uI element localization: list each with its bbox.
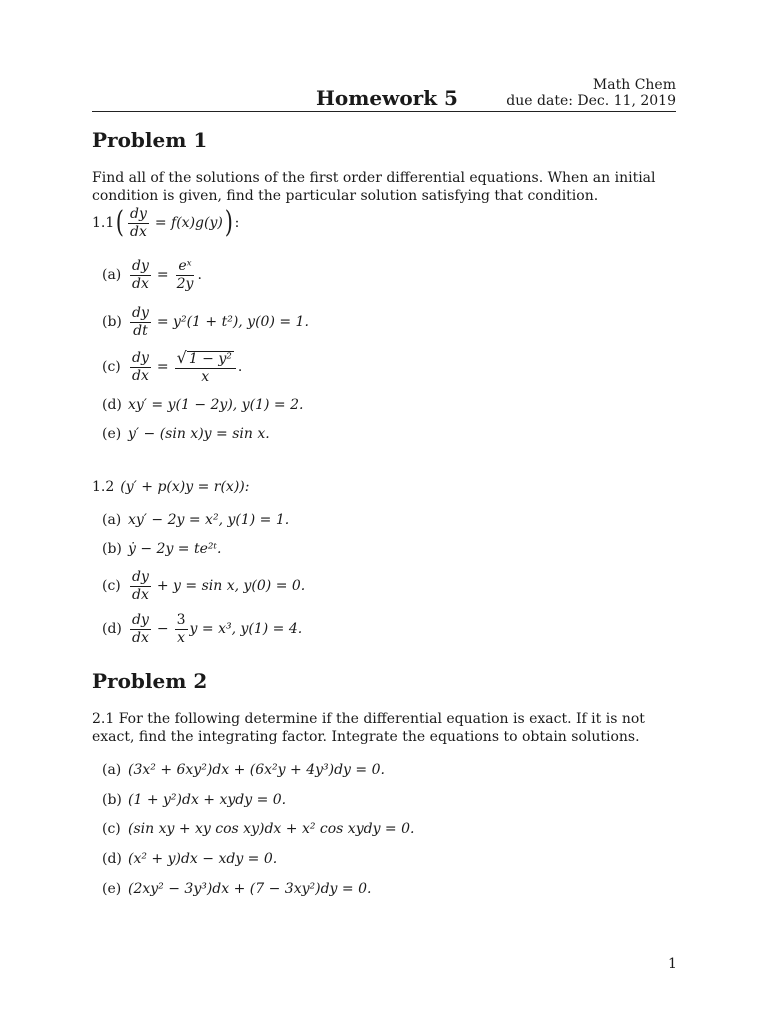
item-1-2-b: (b) ẏ − 2y = te²ᵗ. xyxy=(102,541,222,557)
part-1-1-heading xyxy=(92,207,239,239)
item-2-1-e: (e) (2xy² − 3y³)dx + (7 − 3xy²)dy = 0. xyxy=(102,881,372,897)
part-label: 1.2 xyxy=(92,479,115,495)
item-2-1-b: (b) (1 + y²)dx + xydy = 0. xyxy=(102,792,287,808)
fraction: $\frac{dy}{dt}$ xyxy=(132,305,149,339)
due-date: due date: Dec. 11, 2019 xyxy=(506,93,676,109)
fraction: $\frac{3}{x}$ xyxy=(176,612,186,646)
page-number: 1 xyxy=(668,956,677,972)
problem-1-intro: Find all of the solutions of the first order differential equations. When an initial condition is given, find the particular solution satisfying that condition. xyxy=(92,170,656,204)
document-title: Homework 5 xyxy=(316,86,458,110)
item-1-1-a: (a) $\frac{dy}{dx}$ = $\frac{\text{eˣ}}{2y}$ . xyxy=(102,258,202,292)
part-1-2-heading: 1.2 (y′ + p(x)y = r(x)): xyxy=(92,479,250,495)
problem-2-heading: Problem 2 xyxy=(92,669,208,693)
item-2-1-a: (a) (3x² + 6xy²)dx + (6x²y + 4y³)dy = 0. xyxy=(102,762,385,778)
radical-sign-icon: √ xyxy=(176,348,187,367)
fraction: $\frac{dy}{dx}$ xyxy=(132,612,149,646)
fraction: $\frac{dy}{dx}$ xyxy=(132,350,149,384)
item-1-1-d: (d) xy′ = y(1 − 2y), y(1) = 2. xyxy=(102,397,304,413)
right-paren: ) xyxy=(224,205,233,241)
fraction: $\frac{\text{eˣ}}{2y}$ xyxy=(176,258,194,292)
square-root: √ 1 − y² xyxy=(176,348,232,368)
item-1-1-c: (c) $\frac{dy}{dx}$ = √ 1 − y² x . xyxy=(102,348,243,385)
part-label: 1.1 xyxy=(92,215,115,232)
item-1-1-b: (b) $\frac{dy}{dt}$ = y²(1 + t²), y(0) = 1. xyxy=(102,305,309,339)
fraction: $\frac{dy}{dx}$ xyxy=(129,206,147,240)
item-1-1-e: (e) y′ − (sin x)y = sin x. xyxy=(102,426,270,442)
fraction: $\frac{dy}{dx}$ xyxy=(132,569,149,603)
fraction: $\frac{dy}{dx}$ xyxy=(132,258,149,292)
item-1-2-c: (c) $\frac{dy}{dx}$ + y = sin x, y(0) = 0. xyxy=(102,569,306,603)
problem-2-intro: 2.1 For the following determine if the differential equation is exact. If it is not exact, find the integrating factor. Integrate the equations to obtain solutions. xyxy=(92,711,645,745)
problem-1-heading: Problem 1 xyxy=(92,128,208,152)
course-name: Math Chem xyxy=(592,77,676,93)
item-2-1-c: (c) (sin xy + xy cos xy)dx + x² cos xydy = 0. xyxy=(102,821,415,837)
left-paren: ( xyxy=(116,205,125,241)
fraction: √ 1 − y² x xyxy=(175,350,236,384)
form-tail: : xyxy=(234,215,240,232)
item-1-2-a: (a) xy′ − 2y = x², y(1) = 1. xyxy=(102,512,290,528)
item-1-2-d: (d) $\frac{dy}{dx}$ − $\frac{3}{x}$ y = x³, y(1) = 4. xyxy=(102,612,303,646)
item-2-1-d: (d) (x² + y)dx − xdy = 0. xyxy=(102,851,278,867)
form-rhs: = f(x)g(y) xyxy=(154,215,223,232)
header-rule xyxy=(92,111,676,112)
